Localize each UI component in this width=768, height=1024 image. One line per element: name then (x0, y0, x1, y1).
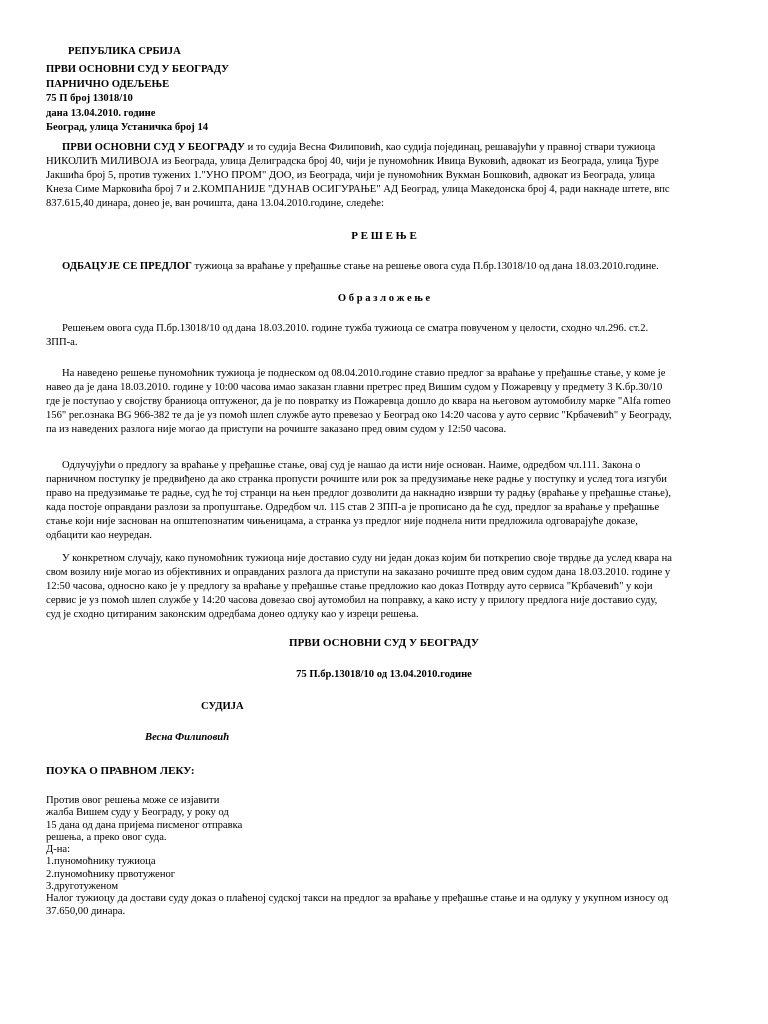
intro-paragraph (46, 141, 722, 211)
remedy-line: решења, а преко овог суда. (46, 831, 167, 843)
remedy-line: Против овог решења може се изјавити (46, 795, 220, 806)
intro-line: 837.615,40 динара, донео је, ван рочишта, дана 13.04.2010.године, следеће: (46, 198, 384, 209)
remedy-line: Д-на: (46, 844, 71, 856)
remedy-line: 2.пуномоћнику првотуженог (46, 868, 176, 880)
ruling-text: тужиоца за враћање у пређашње стање на решење овога суда П.бр.13018/10 од дана 18.03.2010.године. (191, 261, 659, 272)
paragraph-line: свом возилу није могао из објективних и оправданих разлога да приступи на заказано рочиште пред овим судом дана 18.03.2010. године у (46, 567, 671, 578)
paragraph-line: па из наведених разлога није могао да приступи на рочиште заказано пред овим судом у 12:50 часова. (46, 424, 507, 435)
case-number: 75 П број 13018/10 (46, 93, 133, 104)
remedy-line: 37.650,00 динара. (46, 905, 126, 917)
court-address: Београд, улица Устаничка број 14 (46, 122, 209, 133)
footer-court-name: ПРВИ ОСНОВНИ СУД У БЕОГРАДУ (289, 637, 479, 649)
paragraph-line: право на предузимање те радње, суд ће тој странци на њен предлог дозволити да накнадно изврши ту радњу (враћање у пређашње стање), (46, 488, 671, 499)
remedy-line: 1.пуномоћнику тужиоца (46, 856, 156, 868)
reasoning-paragraph-4 (46, 552, 722, 622)
decision-title: Р Е Ш Е Њ Е (351, 230, 417, 242)
ruling-lead: ОДБАЦУЈЕ СЕ ПРЕДЛОГ (62, 261, 192, 272)
remedy-line: жалба Вишем суду у Београду, у року од (46, 807, 229, 819)
paragraph-line: Одлучујући о предлогу за враћање у пређашње стање, овај суд је нашао да исти није основан. Наиме, одредбом чл.111. Закона о (62, 460, 641, 471)
decision-date: дана 13.04.2010. године (46, 107, 156, 119)
paragraph-line: Решењем овога суда П.бр.13018/10 од дана 18.03.2010. године тужба тужиоца се сматра повученом у целости, сходно чл.296. ст.2. (62, 323, 649, 334)
legal-remedy-title: ПОУКА О ПРАВНОМ ЛЕКУ: (46, 765, 195, 777)
reasoning-paragraph-1 (46, 322, 722, 350)
reasoning-paragraph-2 (46, 367, 722, 437)
court-header (46, 63, 229, 136)
paragraph-line: парничном поступку је предвиђено да ако странка пропусти рочиште или рок за предузимање неке радње у поступку и услед тога изгуби (46, 474, 667, 485)
paragraph-line: када постоје оправдани разлози за пропуштање. Одредбом чл. 115 став 2 ЗПП-а је прописано да ће суд, предлог за враћање у пређашње (46, 502, 660, 513)
intro-court-lead: ПРВИ ОСНОВНИ СУД У БЕОГРАДУ (62, 142, 245, 153)
judge-name: Весна Филиповић (145, 732, 230, 743)
paragraph-line: 12:50 часова, односно како је у предлогу за враћање у пређашње стање предложио као доказ Потврду ауто сервиса "Крбачевић" у који (46, 581, 653, 592)
republic-heading: РЕПУБЛИКА СРБИЈА (68, 46, 181, 57)
reasoning-paragraph-3 (46, 459, 722, 543)
paragraph-line: суд је сходно цитираним законским одредбама донео одлуку као у изреци решења. (46, 609, 419, 620)
paragraph-line: стање који није заснован на општепознатим чињеницама, а странка уз предлог није поднела нити предложила одговарајуће доказе, (46, 516, 638, 527)
paragraph-line: У конкретном случају, како пуномоћник тужиоца није доставио суду ни један доказ којим би поткрепио своје тврдње да услед квара на (62, 553, 672, 564)
intro-line: Кнеза Симе Марковића број 7 и 2.КОМПАНИЈЕ "ДУНАВ ОСИГУРАЊЕ" АД Београд, улица Македонска број 4, ради накнаде штете, впс (46, 184, 670, 195)
paragraph-line: 156" рег.ознака BG 966-382 те да је уз помоћ шлеп службе ауто превезао у Београд око 14:20 часова у ауто сервис "Крбачевић" у Београду, (46, 410, 672, 421)
remedy-line: Налог тужиоцу да достави суду доказ о плаћеној судској такси на предлог за враћање у пређашње стање и на одлуку у укупном износу од (46, 893, 669, 905)
paragraph-line: где је поступао у својству браниоца оптуженог, да је по повратку из Пожаревца дошло до квара на његовом аутомобилу марке "Alfa romeo (46, 396, 671, 407)
judge-title: СУДИЈА (201, 701, 244, 712)
legal-remedy-text (46, 795, 668, 918)
ruling-paragraph (62, 260, 659, 274)
remedy-line: 3.друготуженом (46, 881, 119, 893)
department-name: ПАРНИЧНО ОДЕЉЕЊЕ (46, 78, 170, 90)
remedy-line: 15 дана од дана пријема писменог отправка (46, 819, 243, 831)
intro-line: и то судија Весна Филиповић, као судија појединац, решавајући у правној ствари тужиоца (244, 142, 656, 153)
intro-line: НИКОЛИЋ МИЛИВОЈА из Београда, улица Делиградска број 40, чији је пуномоћник Ивица Вуковић, адвокат из Београда, улица Ђуре (46, 156, 659, 167)
paragraph-line: ЗПП-а. (46, 337, 78, 348)
paragraph-line: На наведено решење пуномоћник тужиоца је поднеском од 08.04.2010.године ставио предлог за враћање у пређашње стање, у коме је (62, 368, 666, 379)
intro-line: Јакшића број 5, против тужених 1."УНО ПРОМ" ДОО, из Београда, чији је пуномоћник Вукман Бошковић, адвокат из Београда, улица (46, 170, 656, 181)
reasoning-title: О б р а з л о ж е њ е (337, 293, 431, 304)
paragraph-line: сервис је уз помоћ шлеп службе у 14:20 часова довезао свој аутомобил на поправку, а како исту у прилогу предлога није доставио суду, (46, 595, 658, 606)
footer-case-ref: 75 П.бр.13018/10 од 13.04.2010.године (296, 669, 472, 680)
court-name: ПРВИ ОСНОВНИ СУД У БЕОГРАДУ (46, 64, 229, 75)
paragraph-line: навео да је дана 18.03.2010. године у 10:00 часова имао заказан главни претрес пред Вишим судом у Пожаревцу у предмету 3 К.бр.30/10 (46, 382, 663, 393)
paragraph-line: одбацити као неуредан. (46, 530, 153, 541)
